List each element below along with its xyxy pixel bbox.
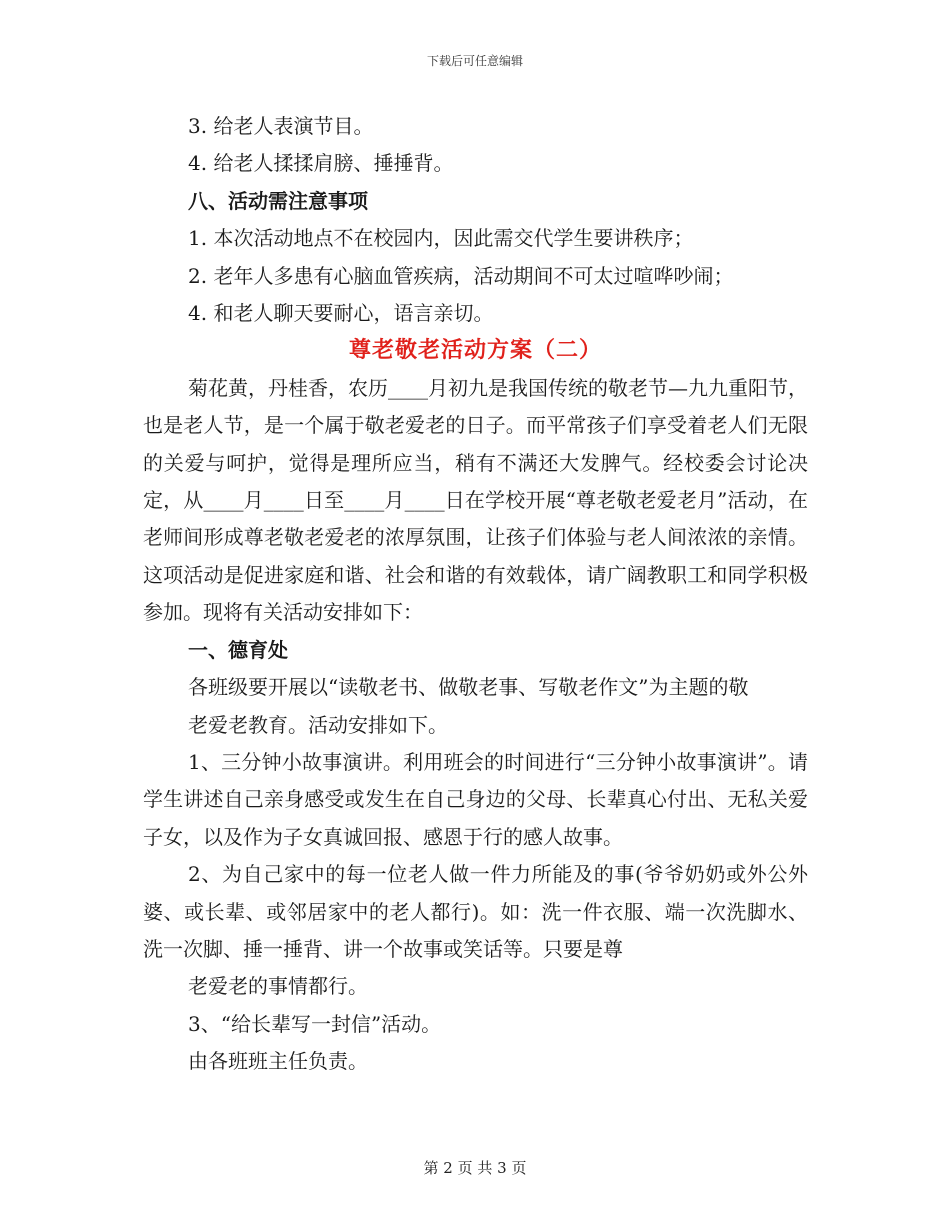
paragraph: 1、三分钟小故事演讲。利用班会的时间进行“三分钟小故事演讲”。请学生讲述自己亲身感受或发生在自己身边的父母、长辈真心付出、无私关爱子女，以及作为子女真诚回报、感恩于行的感人故事。 [143,749,808,849]
paragraph: 2、为自己家中的每一位老人做一件力所能及的事(爷爷奶奶或外公外婆、或长辈、或邻居家中的老人都行)。如：洗一件衣服、端一次洗脚水、洗一次脚、捶一捶背、讲一个故事或笑话等。只要是尊 [143,862,808,961]
paragraph: 由各班班主任负责。 [188,1049,368,1074]
list-item: 4. 给老人揉揉肩膀、捶捶背。 [188,151,454,176]
paragraph: 老爱老的事情都行。 [188,974,368,999]
paragraph: 各班级要开展以“读敬老书、做敬老事、写敬老作文”为主题的敬 [188,675,749,700]
section-heading: 一、德育处 [188,637,288,662]
intro-paragraph: 菊花黄，丹桂香，农历____月初九是我国传统的敬老节—九九重阳节，也是老人节，是一个属于敬老爱老的日子。而平常孩子们享受着老人们无限的关爱与呵护，觉得是理所应当，稍有不满还大发脾气。经校委会讨论决定，从____月____日至____月____日在学校开展“尊老敬老爱老月”活动，在老师间形成尊老敬老爱老的浓厚氛围，让孩子们体验与老人间浓浓的亲情。这项活动是促进家庭和谐、社会和谐的有效载体，请广阔教职工和同学积极参加。现将有关活动安排如下： [143,375,808,625]
list-item: 2. 老年人多患有心脑血管疾病，活动期间不可太过喧哗吵闹； [188,263,734,288]
list-item: 1. 本次活动地点不在校园内，因此需交代学生要讲秩序； [188,226,694,251]
paragraph: 老爱老教育。活动安排如下。 [188,712,448,737]
page-header: 下载后可任意编辑 [426,54,523,68]
page-footer: 第 2 页 共 3 页 [423,1159,527,1177]
list-item: 4. 和老人聊天要耐心，语言亲切。 [188,301,494,326]
document-title: 尊老敬老活动方案（二） [348,337,602,364]
section-heading: 八、活动需注意事项 [188,188,368,213]
paragraph: 3、“给长辈写一封信”活动。 [188,1011,442,1036]
list-item: 3. 给老人表演节目。 [188,114,374,138]
document-body [143,108,808,1081]
